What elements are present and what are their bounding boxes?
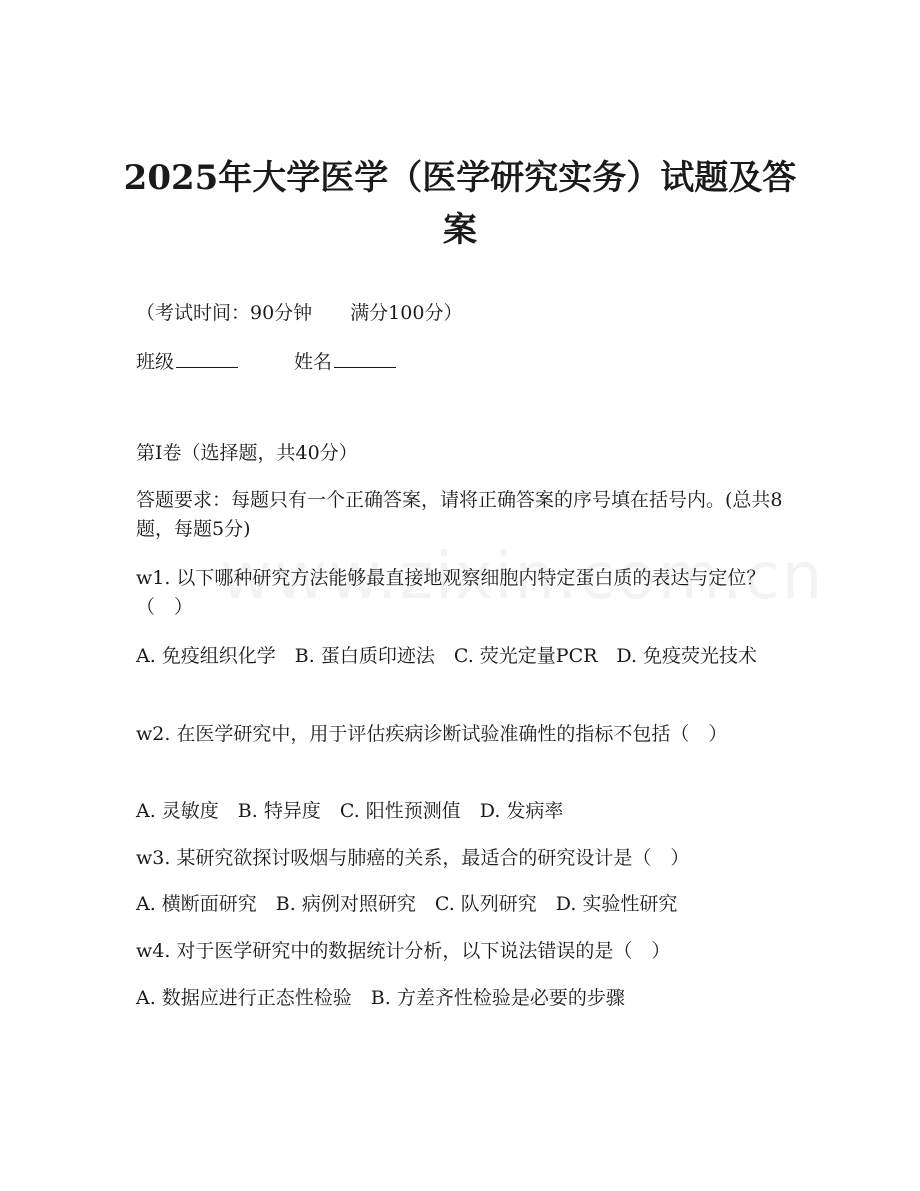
section-title: 第I卷（选择题，共40分）: [136, 442, 358, 464]
document-title: 2025年大学医学（医学研究实务）试题及答案: [123, 158, 797, 250]
instructions: 答题要求：每题只有一个正确答案，请将正确答案的序号填在括号内。(总共8题，每题5分): [136, 489, 783, 540]
exam-info: （考试时间：90分钟 满分100分）: [136, 302, 463, 324]
question-stem: w1. 以下哪种研究方法能够最直接地观察细胞内特定蛋白质的表达与定位？（ ）: [136, 567, 766, 618]
name-blank[interactable]: [334, 349, 396, 368]
question-options: A. 灵敏度 B. 特异度 C. 阳性预测值 D. 发病率: [136, 800, 564, 822]
question-stem: w4. 对于医学研究中的数据统计分析，以下说法错误的是（ ）: [136, 940, 671, 962]
question-stem: w3. 某研究欲探讨吸烟与肺癌的关系，最适合的研究设计是（ ）: [136, 847, 690, 869]
name-label: 姓名: [294, 351, 333, 373]
question-options: A. 数据应进行正态性检验 B. 方差齐性检验是必要的步骤: [136, 987, 625, 1009]
question-options: A. 横断面研究 B. 病例对照研究 C. 队列研究 D. 实验性研究: [136, 893, 678, 915]
class-blank[interactable]: [176, 349, 238, 368]
student-info-row: [136, 348, 796, 377]
class-label: 班级: [136, 351, 175, 373]
question-stem: w2. 在医学研究中，用于评估疾病诊断试验准确性的指标不包括（ ）: [136, 723, 728, 745]
question-options: A. 免疫组织化学 B. 蛋白质印迹法 C. 荧光定量PCR D. 免疫荧光技术: [136, 645, 758, 667]
